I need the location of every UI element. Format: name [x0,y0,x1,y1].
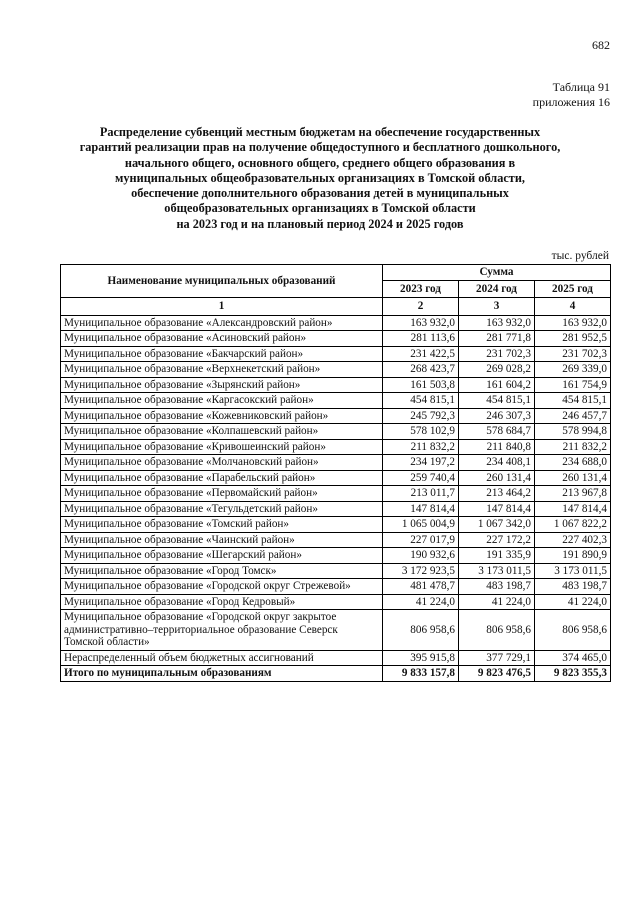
value-2025: 454 815,1 [535,393,611,409]
table-row [61,486,611,502]
title-line: Распределение субвенций местным бюджетам на обеспечение государственных [99,125,541,139]
municipality-name: Муниципальное образование «Парабельский район» [61,470,383,486]
municipality-name: Нераспределенный объем бюджетных ассигнований [61,650,383,666]
municipality-name: Муниципальное образование «Колпашевский район» [61,424,383,440]
title-line: гарантий реализации прав на получение общедоступного и бесплатного дошкольного, [79,140,561,155]
value-2025: 260 131,4 [535,470,611,486]
value-2024: 191 335,9 [459,548,535,564]
value-2024: 454 815,1 [459,393,535,409]
value-2025: 161 754,9 [535,377,611,393]
value-2023: 41 224,0 [383,594,459,610]
table-row [61,579,611,595]
value-2025: 246 457,7 [535,408,611,424]
header-sum: Сумма [383,265,611,281]
document-title [60,125,580,232]
value-2024: 377 729,1 [459,650,535,666]
value-2024: 161 604,2 [459,377,535,393]
value-2025: 211 832,2 [535,439,611,455]
table-row [61,439,611,455]
municipality-name: Муниципальное образование «Асиновский район» [61,331,383,347]
value-2023: 213 011,7 [383,486,459,502]
municipality-name: Муниципальное образование «Верхнекетский район» [61,362,383,378]
value-2024: 3 173 011,5 [459,563,535,579]
municipality-name: Муниципальное образование «Первомайский район» [61,486,383,502]
value-2025: 483 198,7 [535,579,611,595]
table-row [61,377,611,393]
value-2024: 246 307,3 [459,408,535,424]
table-row [61,610,611,651]
value-2023: 147 814,4 [383,501,459,517]
title-line: на 2023 год и на плановый период 2024 и 2025 годов [176,216,464,231]
value-2025: 191 890,9 [535,548,611,564]
table-row [61,650,611,666]
value-2024: 41 224,0 [459,594,535,610]
table-row [61,393,611,409]
value-2024: 227 172,2 [459,532,535,548]
column-number: 3 [459,298,535,316]
table-row [61,408,611,424]
title-line: муниципальных общеобразовательных организациях в Томской области, [115,170,525,185]
municipality-name: Муниципальное образование «Чаинский район» [61,532,383,548]
table-row [61,517,611,533]
value-2023: 234 197,2 [383,455,459,471]
municipality-name: Муниципальное образование «Каргасокский район» [61,393,383,409]
value-2024: 806 958,6 [459,610,535,651]
header-year-2023: 2023 год [383,280,459,298]
value-2023: 268 423,7 [383,362,459,378]
value-2023: 1 065 004,9 [383,517,459,533]
value-2024: 269 028,2 [459,362,535,378]
value-2023: 806 958,6 [383,610,459,651]
header-name-column: Наименование муниципальных образований [61,265,383,298]
table-row [61,424,611,440]
municipality-name: Муниципальное образование «Тегульдетский район» [61,501,383,517]
value-2025: 374 465,0 [535,650,611,666]
total-label: Итого по муниципальным образованиям [61,666,383,682]
municipality-name: Муниципальное образование «Бакчарский район» [61,346,383,362]
total-2025: 9 823 355,3 [535,666,611,682]
header-year-2025: 2025 год [535,280,611,298]
value-2024: 1 067 342,0 [459,517,535,533]
value-2025: 213 967,8 [535,486,611,502]
column-number: 2 [383,298,459,316]
table-row [61,563,611,579]
municipality-name: Муниципальное образование «Молчановский район» [61,455,383,471]
value-2025: 147 814,4 [535,501,611,517]
municipality-name: Муниципальное образование «Александровский район» [61,315,383,331]
value-2023: 481 478,7 [383,579,459,595]
value-2025: 281 952,5 [535,331,611,347]
table-body [61,315,611,681]
table-row [61,455,611,471]
table-row [61,315,611,331]
value-2024: 213 464,2 [459,486,535,502]
table-row [61,594,611,610]
value-2025: 578 994,8 [535,424,611,440]
value-2025: 231 702,3 [535,346,611,362]
table-reference-line1: Таблица 91 [552,80,610,94]
value-2023: 231 422,5 [383,346,459,362]
value-2025: 41 224,0 [535,594,611,610]
value-2024: 211 840,8 [459,439,535,455]
value-2023: 245 792,3 [383,408,459,424]
table-row [61,470,611,486]
value-2025: 227 402,3 [535,532,611,548]
value-2023: 163 932,0 [383,315,459,331]
value-2025: 163 932,0 [535,315,611,331]
header-year-2024: 2024 год [459,280,535,298]
table-row [61,501,611,517]
municipality-name: Муниципальное образование «Кожевниковский район» [61,408,383,424]
table-row [61,548,611,564]
total-row [61,666,611,682]
value-2024: 231 702,3 [459,346,535,362]
value-2023: 281 113,6 [383,331,459,347]
value-2023: 395 915,8 [383,650,459,666]
value-2024: 260 131,4 [459,470,535,486]
value-2024: 578 684,7 [459,424,535,440]
units-label: тыс. рублей [551,250,609,262]
table-reference-line2: приложения 16 [532,95,610,109]
table-row [61,331,611,347]
column-number: 1 [61,298,383,316]
total-2024: 9 823 476,5 [459,666,535,682]
value-2024: 147 814,4 [459,501,535,517]
page-number: 682 [592,38,610,52]
municipality-name: Муниципальное образование «Город Кедровый» [61,594,383,610]
value-2023: 227 017,9 [383,532,459,548]
municipality-name: Муниципальное образование «Город Томск» [61,563,383,579]
municipality-name: Муниципальное образование «Шегарский район» [61,548,383,564]
value-2025: 806 958,6 [535,610,611,651]
value-2023: 454 815,1 [383,393,459,409]
value-2025: 234 688,0 [535,455,611,471]
municipality-name: Муниципальное образование «Кривошеинский район» [61,439,383,455]
subvention-table [60,264,611,682]
column-number: 4 [535,298,611,316]
title-line: обеспечение дополнительного образования детей в муниципальных [131,186,509,201]
municipality-name: Муниципальное образование «Зырянский район» [61,377,383,393]
value-2023: 161 503,8 [383,377,459,393]
value-2023: 259 740,4 [383,470,459,486]
value-2025: 3 173 011,5 [535,563,611,579]
municipality-name: Муниципальное образование «Городской округ закрытое административно–территориальное образование Северск Томской области» [61,610,383,651]
title-line: общеобразовательных организациях в Томской области [164,201,476,216]
value-2025: 1 067 822,2 [535,517,611,533]
value-2023: 190 932,6 [383,548,459,564]
value-2023: 211 832,2 [383,439,459,455]
value-2024: 281 771,8 [459,331,535,347]
value-2025: 269 339,0 [535,362,611,378]
value-2024: 483 198,7 [459,579,535,595]
total-2023: 9 833 157,8 [383,666,459,682]
value-2023: 578 102,9 [383,424,459,440]
municipality-name: Муниципальное образование «Томский район» [61,517,383,533]
table-row [61,532,611,548]
municipality-name: Муниципальное образование «Городской округ Стрежевой» [61,579,383,595]
value-2024: 163 932,0 [459,315,535,331]
table-reference [533,80,610,110]
table-row [61,362,611,378]
table-row [61,346,611,362]
title-line: начального общего, основного общего, среднего общего образования в [124,155,516,170]
value-2023: 3 172 923,5 [383,563,459,579]
value-2024: 234 408,1 [459,455,535,471]
